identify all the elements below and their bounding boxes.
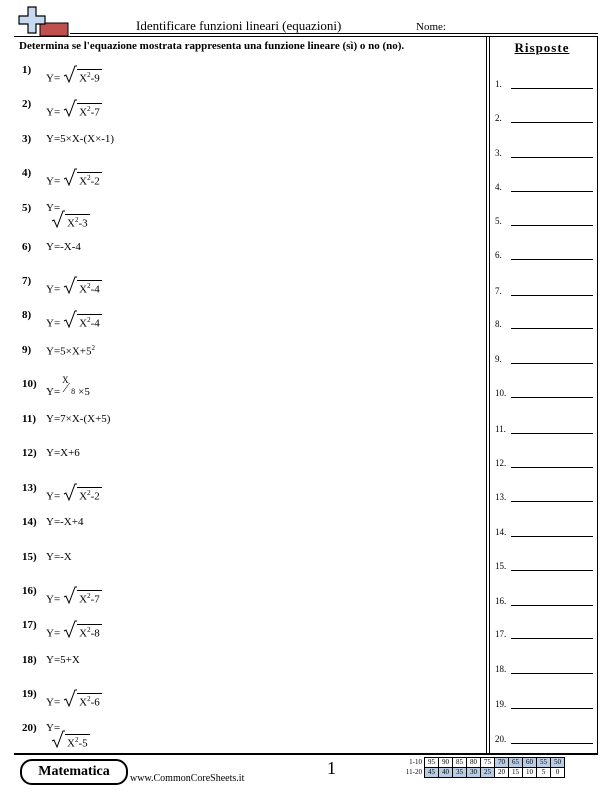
- equation: Y=7×X-(X+5): [46, 413, 111, 425]
- answer-line[interactable]: [511, 295, 593, 296]
- equation: Y= $X^2-4$: [46, 280, 102, 296]
- answer-label: 9.: [495, 354, 502, 364]
- square-root-icon: $X^2-8$: [63, 624, 102, 640]
- answer-label: 19.: [495, 699, 507, 709]
- site-url: www.CommonCoreSheets.it: [130, 773, 245, 784]
- answer-label: 12.: [495, 458, 507, 468]
- answer-label: 6.: [495, 250, 502, 260]
- answers-title: Risposte: [514, 40, 570, 55]
- answer-line[interactable]: [511, 467, 593, 468]
- answer-line[interactable]: [511, 191, 593, 192]
- score-range-label: 1-10: [409, 758, 422, 766]
- column-divider-left: [486, 36, 487, 754]
- answer-label: 14.: [495, 527, 507, 537]
- score-row: [396, 758, 565, 768]
- column-divider-right: [489, 36, 490, 754]
- score-table: [396, 757, 565, 778]
- square-root-icon: $X^2-7$: [63, 590, 102, 606]
- answer-slot-15: [495, 561, 506, 571]
- score-cell: 10: [523, 768, 537, 778]
- answer-slot-18: [495, 664, 506, 674]
- answer-slot-13: [495, 492, 506, 502]
- equation: Y=-X-4: [46, 241, 81, 253]
- question-number: 20): [22, 722, 37, 734]
- answer-slot-20: [495, 734, 506, 744]
- question-number: 8): [22, 309, 32, 321]
- answer-slot-1: [495, 79, 502, 89]
- question-number: 7): [22, 275, 32, 287]
- answer-label: 17.: [495, 629, 507, 639]
- square-root-icon: $X^2-2$: [63, 172, 102, 188]
- answer-slot-9: [495, 354, 502, 364]
- answer-slot-5: [495, 216, 502, 226]
- answer-slot-7: [495, 286, 502, 296]
- score-row: [396, 768, 565, 778]
- square-root-icon: $X^2-4$: [63, 280, 102, 296]
- answer-label: 10.: [495, 388, 507, 398]
- answer-line[interactable]: [511, 673, 593, 674]
- header-divider: [70, 33, 598, 34]
- question-number: 2): [22, 98, 32, 110]
- answer-slot-8: [495, 319, 502, 329]
- page-number: 1: [327, 758, 336, 778]
- score-cell: 75: [481, 758, 495, 768]
- answer-line[interactable]: [511, 397, 593, 398]
- question-number: 14): [22, 516, 37, 528]
- subject-badge: Matematica: [20, 759, 128, 785]
- right-border: [597, 36, 598, 754]
- equation: Y= $X^2-7$: [46, 590, 102, 606]
- score-cell: 20: [495, 768, 509, 778]
- question-number: 19): [22, 688, 37, 700]
- answer-line[interactable]: [511, 605, 593, 606]
- score-cell: 40: [439, 768, 453, 778]
- question-number: 10): [22, 378, 37, 390]
- answer-slot-6: [495, 250, 502, 260]
- answer-label: 13.: [495, 492, 507, 502]
- plus-logo-icon: [18, 6, 70, 38]
- score-cell: 90: [439, 758, 453, 768]
- answer-line[interactable]: [511, 708, 593, 709]
- score-cell: 60: [523, 758, 537, 768]
- square-root-icon: $X^2-4$: [63, 314, 102, 330]
- answer-label: 15.: [495, 561, 507, 571]
- answer-label: 3.: [495, 148, 502, 158]
- question-number: 11): [22, 413, 37, 425]
- square-root-icon: $X^2-2$: [63, 487, 102, 503]
- answer-line[interactable]: [511, 122, 593, 123]
- answer-label: 11.: [495, 424, 506, 434]
- equation: Y=-X+4: [46, 516, 84, 528]
- answer-label: 4.: [495, 182, 502, 192]
- question-number: 6): [22, 241, 32, 253]
- equation: Y= $X^2-4$: [46, 314, 102, 330]
- answer-line[interactable]: [511, 433, 593, 434]
- question-number: 17): [22, 619, 37, 631]
- question-number: 1): [22, 64, 32, 76]
- score-range-label: 11-20: [405, 768, 422, 776]
- answer-line[interactable]: [511, 225, 593, 226]
- score-cell: 85: [453, 758, 467, 768]
- score-cell: 95: [425, 758, 439, 768]
- answer-slot-17: [495, 629, 506, 639]
- question-number: 3): [22, 133, 32, 145]
- question-number: 18): [22, 654, 37, 666]
- question-number: 4): [22, 167, 32, 179]
- answer-slot-11: [495, 424, 506, 434]
- score-cell: 25: [481, 768, 495, 778]
- square-root-icon: $X^2-5$: [51, 734, 90, 750]
- score-cell: 65: [509, 758, 523, 768]
- question-number: 5): [22, 202, 32, 214]
- equation: Y=5+X: [46, 654, 80, 666]
- equation: Y= $X^2-9$: [46, 69, 102, 85]
- equation: Y= $X^2-2$: [46, 487, 102, 503]
- equation: $Y=5\times X+5^2$: [46, 344, 95, 358]
- answer-line[interactable]: [511, 638, 593, 639]
- answer-line[interactable]: [511, 259, 593, 260]
- square-root-icon: $X^2-9$: [63, 69, 102, 85]
- question-number: 13): [22, 482, 37, 494]
- answer-line[interactable]: [511, 570, 593, 571]
- answer-slot-19: [495, 699, 506, 709]
- answer-slot-4: [495, 182, 502, 192]
- score-cell: 80: [467, 758, 481, 768]
- score-cell: 70: [495, 758, 509, 768]
- square-root-icon: $X^2-7$: [63, 103, 102, 119]
- equation: Y=X+6: [46, 447, 80, 459]
- answer-label: 7.: [495, 286, 502, 296]
- equation: Y= $X^2-8$: [46, 624, 102, 640]
- square-root-icon: $X^2-3$: [51, 214, 90, 230]
- score-cell: 15: [509, 768, 523, 778]
- answer-label: 1.: [495, 79, 502, 89]
- answer-slot-14: [495, 527, 506, 537]
- answer-slot-10: [495, 388, 506, 398]
- answer-line[interactable]: [511, 536, 593, 537]
- answer-label: 5.: [495, 216, 502, 226]
- equation: Y= $X^2-7$: [46, 103, 102, 119]
- footer-rule: [14, 753, 598, 755]
- question-number: 12): [22, 447, 37, 459]
- equation: Y= $X^2-2$: [46, 172, 102, 188]
- answer-line[interactable]: [511, 363, 593, 364]
- answer-line[interactable]: [511, 88, 593, 89]
- score-cell: 0: [551, 768, 565, 778]
- instructions: Determina se l'equazione mostrata rappresenta una funzione lineare (sì) o no (no).: [19, 40, 405, 52]
- score-cell: 35: [453, 768, 467, 778]
- answer-line[interactable]: [511, 501, 593, 502]
- question-number: 9): [22, 344, 32, 356]
- answer-label: 20.: [495, 734, 507, 744]
- answer-slot-3: [495, 148, 502, 158]
- score-cell: 50: [551, 758, 565, 768]
- equation: Y= $X^2-3$: [46, 202, 88, 230]
- question-number: 16): [22, 585, 37, 597]
- answer-label: 18.: [495, 664, 507, 674]
- equation: Y= $X^2-5$: [46, 722, 88, 750]
- equation: Y=5×X-(X×-1): [46, 133, 115, 145]
- header-rule: [14, 36, 598, 37]
- equation: Y= X ⁄ 8 ×5: [46, 375, 90, 398]
- answer-line[interactable]: [511, 743, 593, 744]
- square-root-icon: $X^2-6$: [63, 693, 102, 709]
- equation: Y=-X: [46, 551, 72, 563]
- answer-label: 2.: [495, 113, 502, 123]
- equation: Y= $X^2-6$: [46, 693, 102, 709]
- score-cell: 55: [537, 758, 551, 768]
- answer-label: 16.: [495, 596, 507, 606]
- answer-slot-12: [495, 458, 506, 468]
- score-cell: 45: [425, 768, 439, 778]
- name-label: Nome:: [416, 21, 446, 33]
- answer-slot-2: [495, 113, 502, 123]
- question-number: 15): [22, 551, 37, 563]
- answer-line[interactable]: [511, 157, 593, 158]
- score-cell: 30: [467, 768, 481, 778]
- answer-line[interactable]: [511, 328, 593, 329]
- score-cell: 5: [537, 768, 551, 778]
- page-title: Identificare funzioni lineari (equazioni): [136, 18, 342, 33]
- answer-slot-16: [495, 596, 506, 606]
- answer-label: 8.: [495, 319, 502, 329]
